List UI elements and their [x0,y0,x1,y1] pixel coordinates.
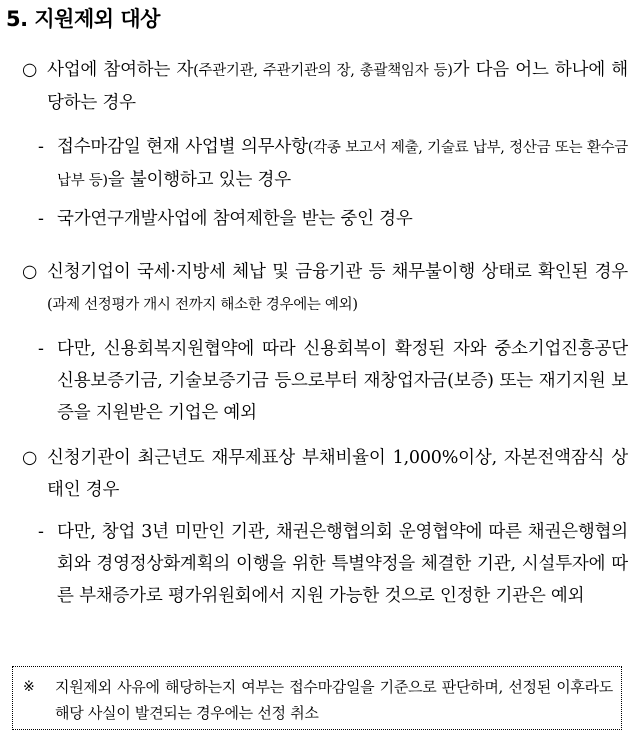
bullet-note: (과제 선정평가 개시 전까지 해소한 경우에는 예외) [47,297,358,313]
dash-bullet-icon: - [38,522,44,542]
dash-text: 다만, 창업 3년 미만인 기관, 채권은행협의회 운영협약에 따른 채권은행협의회와 경영정상화계획의 이행을 위한 특별약정을 체결한 기관, 시설투자에 따른 부채증가로 평가위원회에서 지원 가능한 것으로 인정한 기관은 예외 [57,522,628,606]
bullet-item-2 [22,256,628,321]
dash-item-2 [38,203,628,235]
bullet-note: (주관기관, 주관기관의 장, 총괄책임자 등) [193,63,453,79]
note-box [12,666,622,730]
dash-bullet-icon: - [38,137,44,157]
circle-bullet-icon: ○ [22,262,38,282]
bullet-text-after: 가 다음 어느 하나에 해당하는 경우 [47,60,628,113]
section-heading: 5. 지원제외 대상 [6,7,160,31]
dash-note: (각종 보고서 제출, 기술료 납부, 정산금 또는 환수금 납부 등) [57,140,628,189]
bullet-text: 신청기업이 국세·지방세 체납 및 금융기관 등 채무불이행 상태로 확인된 경우 [47,262,628,282]
dash-item-3 [38,333,628,429]
dash-text-after: 을 불이행하고 있는 경우 [107,170,291,190]
reference-mark-icon: ※ [23,679,35,695]
bullet-item-3 [22,442,628,506]
dash-bullet-icon: - [38,339,44,359]
dash-item-1 [38,131,628,197]
dash-item-4 [38,516,628,612]
note-text: 지원제외 사유에 해당하는지 여부는 접수마감일을 기준으로 판단하며, 선정된 이후라도 해당 사실이 발견되는 경우에는 선정 취소 [55,678,613,722]
circle-bullet-icon: ○ [22,448,38,468]
bullet-item-1 [22,54,628,119]
bullet-text: 사업에 참여하는 자 [47,60,194,80]
dash-text: 다만, 신용회복지원협약에 따라 신용회복이 확정된 자와 중소기업진흥공단 신용보증기금, 기술보증기금 등으로부터 재창업자금(보증) 또는 재기지원 보증을 지원받은 기업은 예외 [57,339,628,423]
dash-bullet-icon: - [38,209,44,229]
dash-text: 국가연구개발사업에 참여제한을 받는 중인 경우 [57,209,413,229]
bullet-text: 신청기관이 최근년도 재무제표상 부채비율이 1,000%이상, 자본전액잠식 상태인 경우 [47,448,628,500]
dash-text: 접수마감일 현재 사업별 의무사항 [57,137,308,157]
circle-bullet-icon: ○ [22,60,38,80]
